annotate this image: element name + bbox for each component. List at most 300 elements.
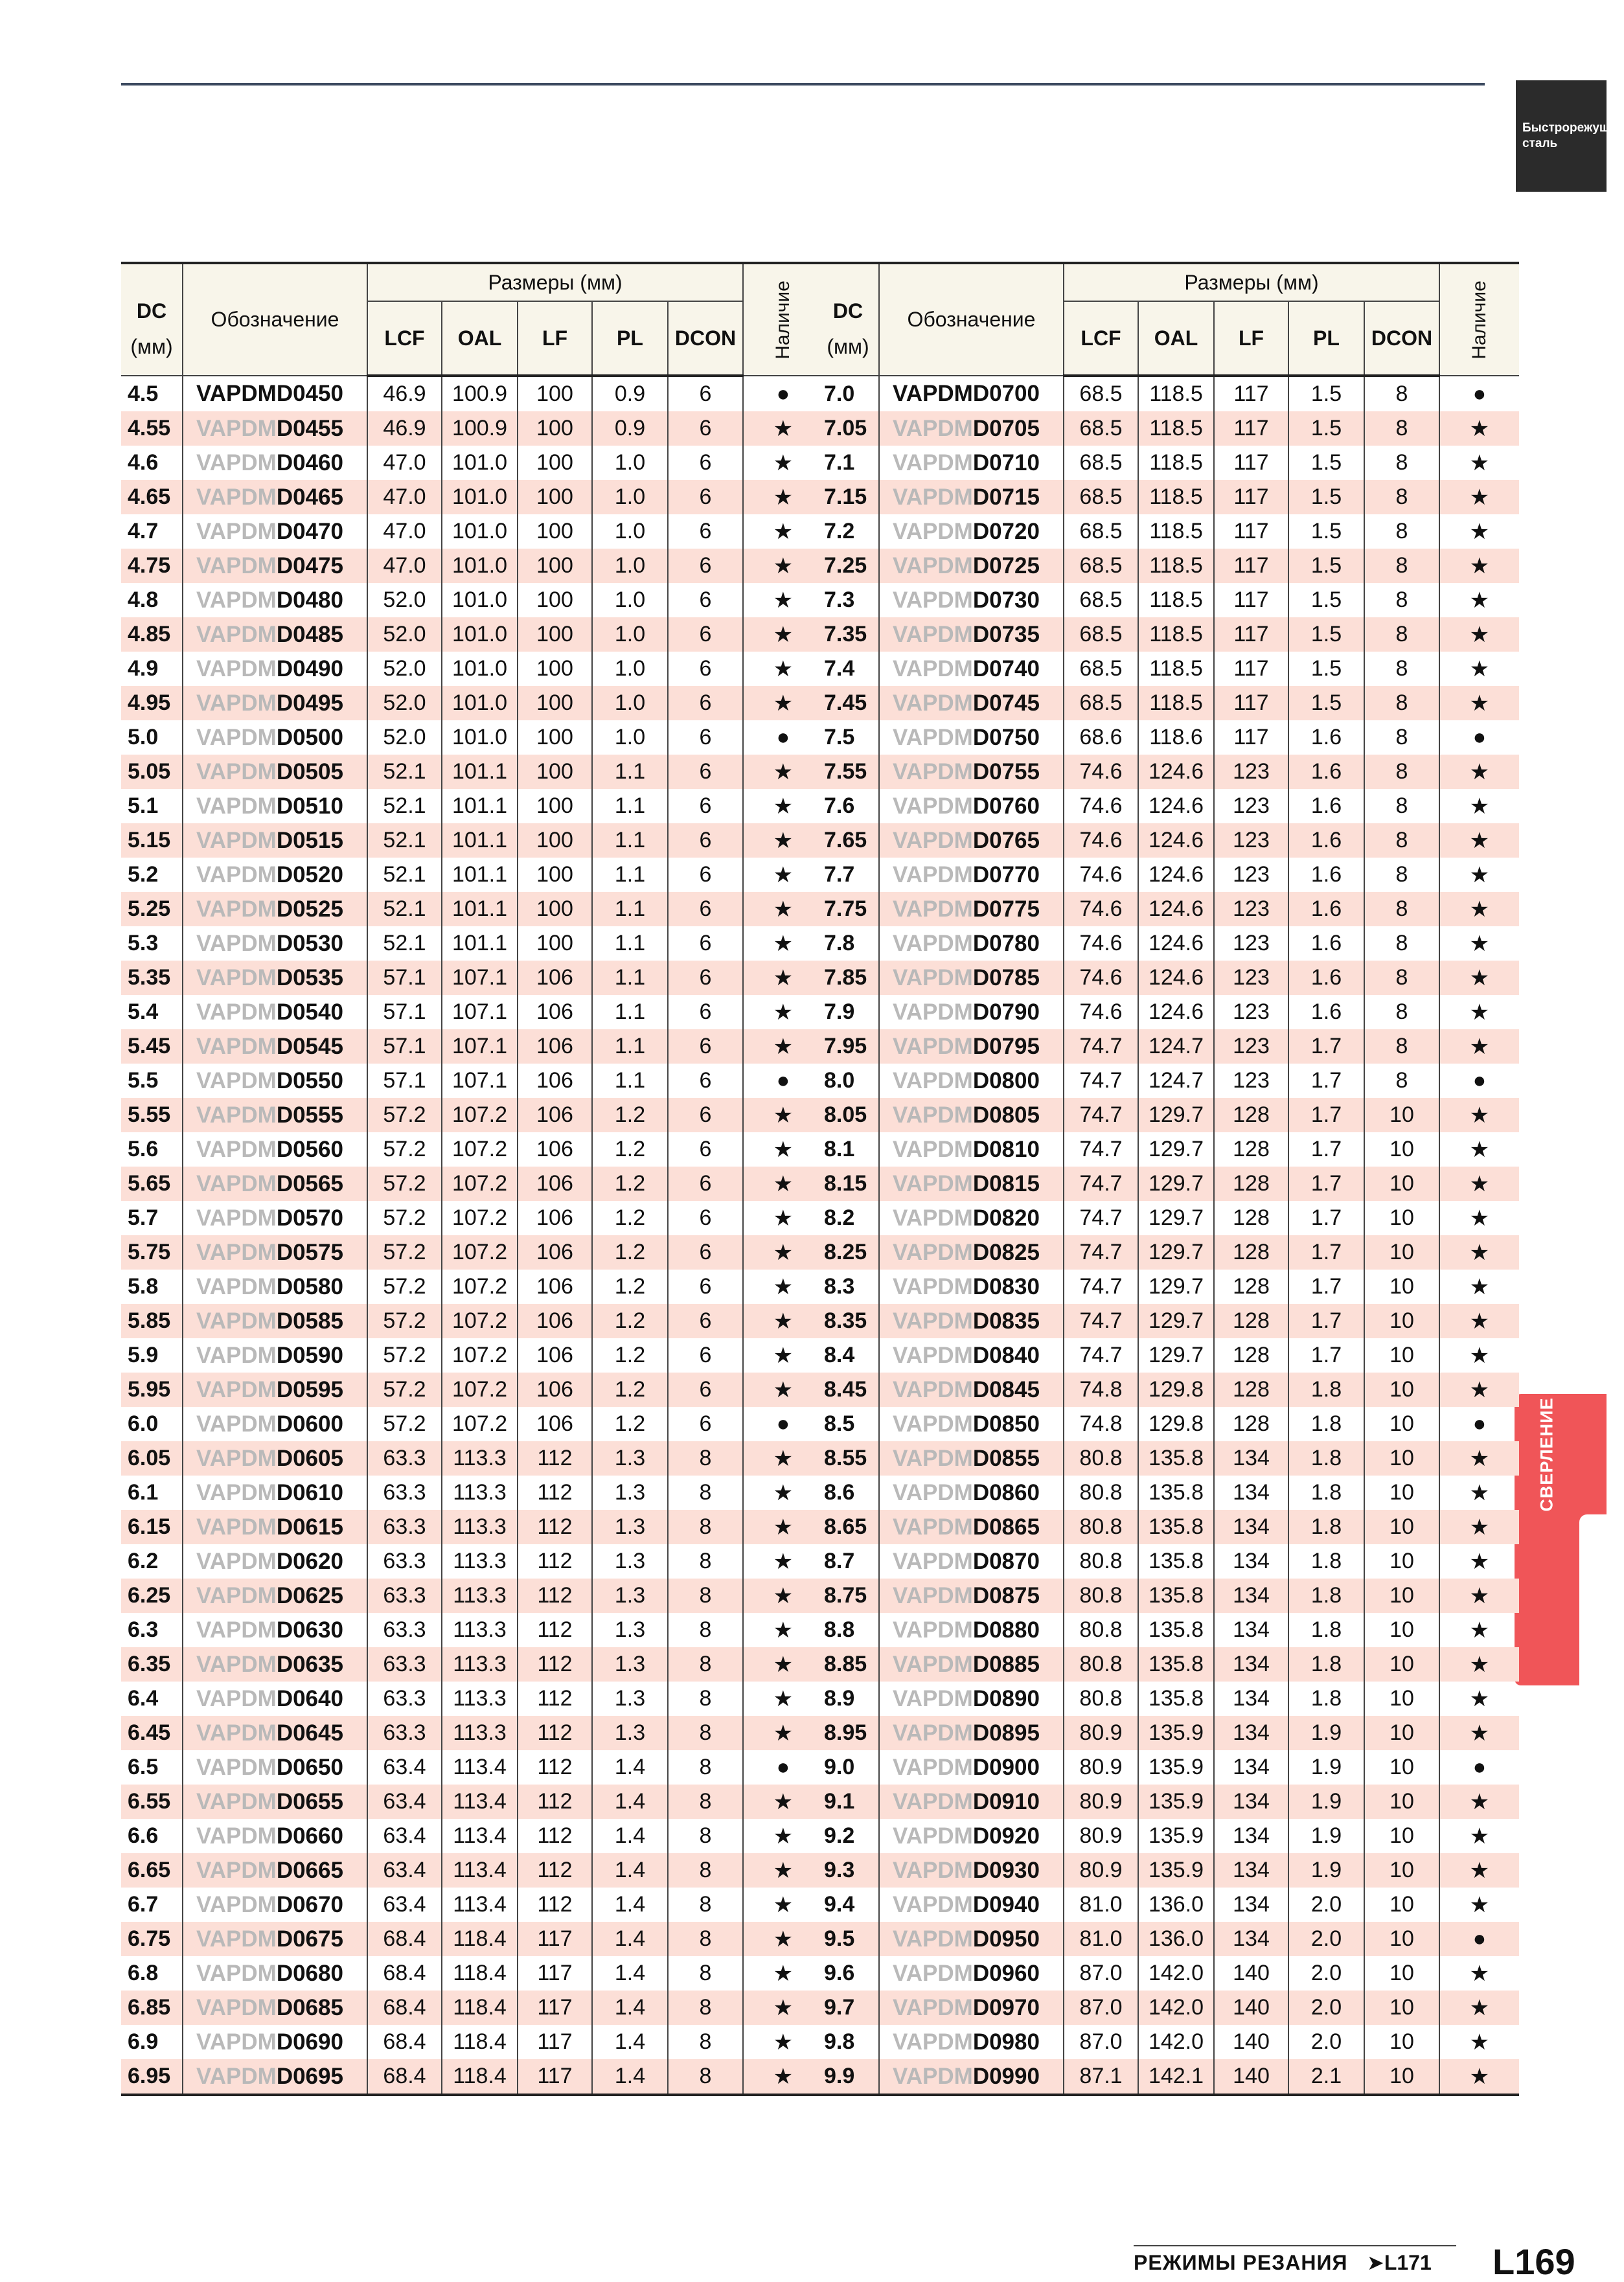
designation-suffix: D0805: [972, 1102, 1040, 1128]
dcon-cell: 8: [1364, 995, 1439, 1029]
designation-cell: [183, 480, 367, 514]
availability-cell: ★: [1439, 995, 1519, 1029]
pl-cell: 1.3: [592, 1544, 668, 1579]
availability-cell: ★: [743, 1888, 823, 1922]
table-row: [121, 1304, 823, 1338]
lcf-cell: 68.5: [1064, 652, 1138, 686]
table-row: [818, 1270, 1519, 1304]
oal-cell: 107.2: [442, 1201, 518, 1235]
designation-cell: [879, 995, 1064, 1029]
table-row: [121, 1132, 823, 1167]
availability-cell: ★: [1439, 549, 1519, 583]
availability-cell: ★: [1439, 1098, 1519, 1132]
designation-suffix: D0595: [276, 1376, 343, 1402]
pl-cell: 1.2: [592, 1235, 668, 1270]
designation-prefix: VAPDM: [893, 1960, 973, 1986]
pl-cell: 1.5: [1288, 583, 1364, 617]
oal-cell: 124.6: [1138, 961, 1214, 995]
dc-cell: 5.25: [121, 892, 183, 926]
designation-cell: [879, 652, 1064, 686]
lcf-cell: 68.5: [1064, 411, 1138, 446]
oal-cell: 118.5: [1138, 583, 1214, 617]
dc-cell: 5.35: [121, 961, 183, 995]
lf-cell: 100: [518, 926, 592, 961]
dcon-cell: 8: [1364, 617, 1439, 652]
dcon-cell: 8: [1364, 549, 1439, 583]
designation-prefix: VAPDM: [196, 1479, 277, 1505]
designation-suffix: D0730: [972, 587, 1040, 613]
dcon-cell: 8: [668, 1510, 743, 1544]
table-row: [121, 858, 823, 892]
pl-cell: 1.4: [592, 1888, 668, 1922]
dcon-cell: 6: [668, 617, 743, 652]
table-row: [818, 1853, 1519, 1888]
designation-prefix: VAPDM: [196, 1994, 277, 2020]
lcf-cell: 74.6: [1064, 755, 1138, 789]
dcon-cell: 8: [668, 1647, 743, 1682]
dc-cell: 9.2: [824, 1823, 855, 1848]
pl-cell: 1.1: [592, 1064, 668, 1098]
pl-cell: 1.3: [592, 1476, 668, 1510]
table-body-left: [121, 376, 823, 2095]
pl-cell: 1.4: [592, 1922, 668, 1956]
lf-cell: 117: [1214, 514, 1288, 549]
table-row: [818, 549, 1519, 583]
lf-cell: 128: [1214, 1304, 1288, 1338]
dcon-cell: 6: [668, 514, 743, 549]
dc-cell: 8.25: [818, 1235, 879, 1270]
lf-cell: 123: [1214, 1029, 1288, 1064]
footer-reference-link[interactable]: [1367, 2248, 1432, 2277]
oal-cell: 129.7: [1138, 1270, 1214, 1304]
lcf-cell: 63.3: [367, 1682, 442, 1716]
pl-cell: 1.6: [1288, 961, 1364, 995]
designation-suffix: D0530: [276, 930, 343, 956]
designation-cell: [879, 1064, 1064, 1098]
pl-cell: 1.8: [1288, 1510, 1364, 1544]
header-availability: Наличие: [743, 263, 823, 376]
designation-suffix: D0740: [972, 656, 1040, 681]
dc-cell: 5.4: [128, 999, 159, 1024]
designation-prefix: VAPDM: [196, 1445, 277, 1471]
designation-suffix: D0780: [972, 930, 1040, 956]
lf-cell: 112: [518, 1613, 592, 1647]
availability-cell: ★: [743, 789, 823, 823]
table-row: [818, 1888, 1519, 1922]
designation-suffix: D0980: [972, 2029, 1040, 2055]
oal-cell: 129.7: [1138, 1167, 1214, 1201]
dcon-cell: 10: [1364, 1647, 1439, 1682]
lcf-cell: 68.5: [1064, 686, 1138, 720]
designation-prefix: VAPDM: [893, 1548, 973, 1574]
availability-cell: ★: [743, 823, 823, 858]
lf-cell: 100: [518, 652, 592, 686]
oal-cell: 129.8: [1138, 1407, 1214, 1441]
header-pl: PL: [592, 301, 668, 376]
lcf-cell: 52.1: [367, 858, 442, 892]
table-row: [121, 617, 823, 652]
footer-ref-page: L171: [1384, 2251, 1432, 2274]
lf-cell: 112: [518, 1647, 592, 1682]
oal-cell: 129.7: [1138, 1338, 1214, 1373]
oal-cell: 124.6: [1138, 789, 1214, 823]
oal-cell: 107.1: [442, 1029, 518, 1064]
availability-cell: ●: [743, 1064, 823, 1098]
dcon-cell: 8: [1364, 480, 1439, 514]
pl-cell: 2.1: [1288, 2059, 1364, 2095]
pl-cell: 1.0: [592, 720, 668, 755]
pl-cell: 1.2: [592, 1407, 668, 1441]
table-row: [121, 1441, 823, 1476]
lcf-cell: 74.7: [1064, 1064, 1138, 1098]
lf-cell: 117: [1214, 480, 1288, 514]
pl-cell: 1.5: [1288, 652, 1364, 686]
availability-cell: ★: [743, 1029, 823, 1064]
availability-cell: ★: [1439, 1819, 1519, 1853]
dc-cell: 5.0: [128, 725, 159, 749]
oal-cell: 113.4: [442, 1785, 518, 1819]
designation-suffix: D0795: [972, 1033, 1040, 1059]
designation-cell: [183, 1064, 367, 1098]
pl-cell: 1.7: [1288, 1235, 1364, 1270]
lcf-cell: 63.3: [367, 1579, 442, 1613]
dcon-cell: 6: [668, 789, 743, 823]
designation-prefix: VAPDM: [893, 1891, 973, 1917]
oal-cell: 129.7: [1138, 1132, 1214, 1167]
designation-cell: [879, 789, 1064, 823]
designation-prefix: VAPDM: [893, 690, 973, 716]
lcf-cell: 63.4: [367, 1819, 442, 1853]
designation-suffix: D0570: [276, 1205, 343, 1231]
dc-cell: 8.1: [824, 1137, 855, 1161]
designation-suffix: D0620: [276, 1548, 343, 1574]
dc-cell: 6.55: [121, 1785, 183, 1819]
designation-prefix: VAPDM: [196, 1754, 277, 1780]
pl-cell: 1.1: [592, 995, 668, 1029]
table-row: [121, 926, 823, 961]
dc-cell: 7.4: [824, 656, 855, 681]
designation-suffix: D0480: [276, 587, 343, 613]
designation-prefix: VAPDM: [893, 1102, 973, 1128]
lf-cell: 140: [1214, 2025, 1288, 2059]
designation-cell: [183, 1476, 367, 1510]
oal-cell: 129.8: [1138, 1373, 1214, 1407]
availability-cell: ●: [1439, 376, 1519, 411]
table-row: [121, 1544, 823, 1579]
pl-cell: 1.8: [1288, 1682, 1364, 1716]
lf-cell: 117: [518, 1956, 592, 1991]
dcon-cell: 6: [668, 583, 743, 617]
dcon-cell: 10: [1364, 1201, 1439, 1235]
availability-cell: ★: [1439, 1888, 1519, 1922]
dc-cell: 9.5: [818, 1922, 879, 1956]
table-row: [818, 961, 1519, 995]
availability-cell: ★: [1439, 652, 1519, 686]
lf-cell: 100: [518, 480, 592, 514]
lcf-cell: 52.1: [367, 892, 442, 926]
lcf-cell: 68.4: [367, 2059, 442, 2095]
dcon-cell: 6: [668, 1029, 743, 1064]
designation-cell: [879, 1407, 1064, 1441]
lcf-cell: 63.4: [367, 1750, 442, 1785]
designation-suffix: D0695: [276, 2063, 343, 2089]
designation-prefix: VAPDM: [196, 1033, 277, 1059]
pl-cell: 1.7: [1288, 1029, 1364, 1064]
designation-suffix: D0650: [276, 1754, 343, 1780]
header-dc: DC (мм): [121, 263, 183, 376]
table-row: [818, 858, 1519, 892]
designation-cell: [183, 376, 367, 411]
dcon-cell: 6: [668, 720, 743, 755]
oal-cell: 100.9: [442, 411, 518, 446]
lf-cell: 100: [518, 755, 592, 789]
designation-suffix: D0850: [972, 1411, 1040, 1437]
pl-cell: 1.7: [1288, 1201, 1364, 1235]
availability-cell: ★: [743, 892, 823, 926]
lf-cell: 134: [1214, 1647, 1288, 1682]
dc-cell: 7.2: [824, 519, 855, 543]
designation-prefix: VAPDM: [893, 1136, 973, 1162]
designation-cell: [879, 1441, 1064, 1476]
designation-suffix: D0665: [276, 1857, 343, 1883]
designation-cell: [879, 480, 1064, 514]
lcf-cell: 68.5: [1064, 376, 1138, 411]
lf-cell: 100: [518, 789, 592, 823]
pl-cell: 1.8: [1288, 1613, 1364, 1647]
oal-cell: 113.3: [442, 1579, 518, 1613]
lcf-cell: 74.8: [1064, 1373, 1138, 1407]
lf-cell: 128: [1214, 1235, 1288, 1270]
lf-cell: 112: [518, 1441, 592, 1476]
lcf-cell: 80.8: [1064, 1476, 1138, 1510]
availability-cell: ●: [1439, 1064, 1519, 1098]
designation-prefix: VAPDM: [196, 1617, 277, 1643]
lf-cell: 128: [1214, 1338, 1288, 1373]
oal-cell: 118.5: [1138, 446, 1214, 480]
designation-cell: [183, 1304, 367, 1338]
availability-cell: ★: [743, 858, 823, 892]
lcf-cell: 57.2: [367, 1201, 442, 1235]
pl-cell: 1.2: [592, 1373, 668, 1407]
lcf-cell: 68.4: [367, 2025, 442, 2059]
dcon-cell: 8: [1364, 926, 1439, 961]
designation-suffix: D0515: [276, 827, 343, 853]
oal-cell: 135.8: [1138, 1510, 1214, 1544]
dcon-cell: 8: [668, 2025, 743, 2059]
dc-cell: 4.85: [121, 617, 183, 652]
lcf-cell: 74.7: [1064, 1132, 1138, 1167]
designation-prefix: VAPDM: [893, 793, 973, 819]
designation-suffix: D0765: [972, 827, 1040, 853]
designation-suffix: D0755: [972, 759, 1040, 784]
lf-cell: 100: [518, 858, 592, 892]
designation-cell: [879, 1304, 1064, 1338]
designation-prefix: VAPDM: [893, 484, 973, 510]
availability-cell: ★: [1439, 1510, 1519, 1544]
availability-cell: ★: [743, 1956, 823, 1991]
table-row: [818, 1167, 1519, 1201]
table-row: [818, 2025, 1519, 2059]
table-row: [121, 1888, 823, 1922]
designation-prefix: VAPDM: [196, 621, 277, 647]
dcon-cell: 6: [668, 892, 743, 926]
pl-cell: 1.9: [1288, 1716, 1364, 1750]
oal-cell: 100.9: [442, 376, 518, 411]
pl-cell: 0.9: [592, 376, 668, 411]
dc-cell: 6.0: [128, 1411, 159, 1436]
table-row: [121, 686, 823, 720]
oal-cell: 124.6: [1138, 858, 1214, 892]
table-row: [818, 1613, 1519, 1647]
lf-cell: 117: [1214, 549, 1288, 583]
lcf-cell: 68.5: [1064, 617, 1138, 652]
designation-prefix: VAPDM: [893, 827, 973, 853]
dc-cell: 7.3: [824, 588, 855, 612]
oal-cell: 135.9: [1138, 1853, 1214, 1888]
lf-cell: 134: [1214, 1888, 1288, 1922]
header-availability: Наличие: [1439, 263, 1519, 376]
dcon-cell: 10: [1364, 1441, 1439, 1476]
designation-prefix: VAPDM: [196, 1548, 277, 1574]
pl-cell: 1.7: [1288, 1167, 1364, 1201]
lf-cell: 100: [518, 514, 592, 549]
dcon-cell: 10: [1364, 1819, 1439, 1853]
lf-cell: 100: [518, 686, 592, 720]
oal-cell: 101.0: [442, 514, 518, 549]
dc-cell: 4.65: [121, 480, 183, 514]
availability-cell: ★: [743, 1132, 823, 1167]
designation-prefix: VAPDM: [893, 656, 973, 681]
designation-suffix: D0855: [972, 1445, 1040, 1471]
table-row: [121, 720, 823, 755]
designation-suffix: D0715: [972, 484, 1040, 510]
designation-prefix: VAPDM: [893, 1720, 973, 1746]
dc-cell: 6.1: [128, 1480, 159, 1505]
dcon-cell: 6: [668, 961, 743, 995]
designation-prefix: VAPDM: [893, 1033, 973, 1059]
designation-prefix: VAPDM: [893, 1994, 973, 2020]
dcon-cell: 6: [668, 926, 743, 961]
availability-cell: ★: [743, 1476, 823, 1510]
availability-cell: ●: [743, 1750, 823, 1785]
lf-cell: 112: [518, 1716, 592, 1750]
lcf-cell: 57.2: [367, 1098, 442, 1132]
designation-suffix: D0580: [276, 1273, 343, 1299]
table-row: [818, 1201, 1519, 1235]
table-row: [818, 720, 1519, 755]
pl-cell: 1.4: [592, 1785, 668, 1819]
availability-cell: ★: [1439, 411, 1519, 446]
dc-cell: 6.35: [121, 1647, 183, 1682]
oal-cell: 107.1: [442, 961, 518, 995]
dcon-cell: 8: [668, 1579, 743, 1613]
table-row: [121, 480, 823, 514]
dc-cell: 5.2: [128, 862, 159, 887]
availability-cell: ★: [743, 1373, 823, 1407]
oal-cell: 142.0: [1138, 1956, 1214, 1991]
designation-prefix: VAPDM: [196, 381, 277, 406]
oal-cell: 135.9: [1138, 1750, 1214, 1785]
designation-prefix: VAPDM: [893, 518, 973, 544]
dc-cell: 4.8: [128, 588, 159, 612]
designation-prefix: VAPDM: [196, 827, 277, 853]
oal-cell: 124.6: [1138, 995, 1214, 1029]
designation-cell: [183, 1270, 367, 1304]
lf-cell: 106: [518, 1373, 592, 1407]
dc-cell: 5.55: [121, 1098, 183, 1132]
lf-cell: 123: [1214, 858, 1288, 892]
designation-suffix: D0605: [276, 1445, 343, 1471]
designation-suffix: D0660: [276, 1823, 343, 1849]
designation-prefix: VAPDM: [893, 1926, 973, 1952]
pl-cell: 2.0: [1288, 2025, 1364, 2059]
lcf-cell: 80.9: [1064, 1750, 1138, 1785]
table-row: [121, 549, 823, 583]
designation-prefix: VAPDM: [893, 1617, 973, 1643]
dcon-cell: 10: [1364, 1750, 1439, 1785]
dc-cell: 5.05: [121, 755, 183, 789]
table-row: [121, 1956, 823, 1991]
lcf-cell: 52.0: [367, 720, 442, 755]
lf-cell: 106: [518, 1407, 592, 1441]
product-table-left: [121, 262, 823, 2096]
table-row: [121, 1235, 823, 1270]
page-number: L169: [1492, 2241, 1575, 2282]
pl-cell: 1.2: [592, 1270, 668, 1304]
dc-cell: 9.3: [818, 1853, 879, 1888]
table-row: [121, 1682, 823, 1716]
designation-suffix: D0685: [276, 1994, 343, 2020]
designation-suffix: D0490: [276, 656, 343, 681]
table-row: [818, 995, 1519, 1029]
designation-prefix: VAPDM: [893, 930, 973, 956]
dc-cell: 7.8: [824, 931, 855, 955]
availability-cell: ★: [1439, 446, 1519, 480]
pl-cell: 2.0: [1288, 1956, 1364, 1991]
lf-cell: 134: [1214, 1819, 1288, 1853]
lf-cell: 112: [518, 1682, 592, 1716]
designation-suffix: D0775: [972, 896, 1040, 922]
lf-cell: 123: [1214, 789, 1288, 823]
designation-cell: [183, 1785, 367, 1819]
availability-cell: ★: [743, 411, 823, 446]
footer-rule: [1134, 2245, 1456, 2246]
oal-cell: 113.3: [442, 1647, 518, 1682]
dcon-cell: 8: [1364, 411, 1439, 446]
designation-prefix: VAPDM: [196, 1514, 277, 1540]
lcf-cell: 57.1: [367, 1029, 442, 1064]
lcf-cell: 80.8: [1064, 1647, 1138, 1682]
lf-cell: 134: [1214, 1476, 1288, 1510]
dcon-cell: 6: [668, 1167, 743, 1201]
lf-cell: 117: [518, 2025, 592, 2059]
table-row: [818, 1029, 1519, 1064]
availability-cell: ●: [1439, 1750, 1519, 1785]
designation-suffix: D0640: [276, 1685, 343, 1711]
table-row: [818, 480, 1519, 514]
dc-cell: 4.5: [128, 381, 159, 406]
dc-cell: 8.8: [824, 1617, 855, 1642]
lf-cell: 117: [518, 1991, 592, 2025]
designation-cell: [183, 1991, 367, 2025]
lcf-cell: 74.7: [1064, 1235, 1138, 1270]
oal-cell: 107.2: [442, 1270, 518, 1304]
dc-cell: 5.6: [128, 1137, 159, 1161]
designation-prefix: VAPDM: [893, 1239, 973, 1265]
dc-cell: 5.9: [128, 1343, 159, 1367]
designation-prefix: VAPDM: [196, 1411, 277, 1437]
designation-prefix: VAPDM: [196, 1273, 277, 1299]
